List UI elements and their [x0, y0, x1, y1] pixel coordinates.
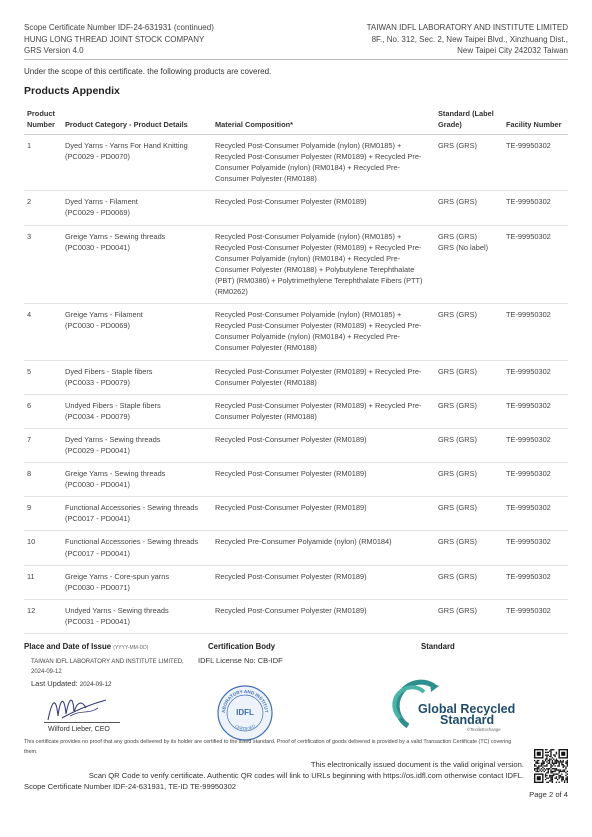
seal-top-text: ABORATORY AND INSTITUT: [220, 688, 270, 714]
col-facility: Facility Number: [503, 106, 568, 135]
grs-logo-line2: Standard: [440, 713, 495, 727]
cell-product-category: [62, 191, 212, 225]
cell-product-category: [62, 531, 212, 565]
product-category-text: Dyed Yarns - Yarns For Hand Knitting: [65, 141, 188, 150]
product-category-text: Functional Accessories - Sewing threads: [65, 503, 199, 513]
cell-standard: GRS (GRS): [435, 191, 503, 225]
header-company: HUNG LONG THREAD JOINT STOCK COMPANY: [24, 34, 205, 44]
cell-product-number: 11: [24, 565, 62, 599]
cell-standard: GRS (GRS): [435, 531, 503, 565]
cell-standard: GRS (GRS): [435, 304, 503, 360]
cell-facility: TE-99950302: [503, 394, 568, 428]
product-code: (PC0017 - PD0041): [65, 548, 130, 558]
qr-code-icon[interactable]: [534, 749, 568, 783]
grs-logo-line1: Global Recycled: [418, 702, 516, 716]
product-code: (PC0033 - PD0079): [65, 377, 130, 387]
cell-material: Recycled Post-Consumer Polyester (RM0189): [212, 428, 435, 462]
cell-facility: TE-99950302: [503, 428, 568, 462]
seal-bottom-text: CERTIFIED: [234, 723, 256, 732]
cell-product-number: 7: [24, 428, 62, 462]
place-date-label: [24, 642, 148, 651]
table-row: [24, 497, 568, 531]
cell-product-category: [62, 360, 212, 394]
header-version: GRS Version 4.0: [24, 46, 84, 55]
license-number: IDFL License No: CB-IDF: [198, 656, 283, 665]
section-title: Products Appendix: [24, 85, 120, 97]
cell-standard: GRS (GRS): [435, 135, 503, 191]
certificate-id: Scope Certificate Number IDF-24-631931, TE-ID TE-99950302: [24, 782, 237, 791]
product-code: (PC0029 - PD0070): [65, 152, 130, 162]
products-table: [24, 106, 568, 634]
product-category-text: Dyed Fibers - Staple fibers: [65, 366, 153, 376]
cell-product-number: 1: [24, 135, 62, 191]
cell-material: Recycled Pre-Consumer Polyamide (nylon) (RM0184): [212, 531, 435, 565]
cell-facility: TE-99950302: [503, 497, 568, 531]
cell-product-category: [62, 394, 212, 428]
cell-material: Recycled Post-Consumer Polyester (RM0189): [212, 565, 435, 599]
header-divider: [24, 59, 568, 60]
verification-text: [89, 759, 524, 781]
cell-material: Recycled Post-Consumer Polyester (RM0189): [212, 191, 435, 225]
product-category-text: Greige Yarns - Sewing threads: [65, 231, 166, 241]
product-code: (PC0034 - PD0079): [65, 411, 130, 421]
cell-facility: TE-99950302: [503, 225, 568, 304]
table-row: [24, 394, 568, 428]
cell-facility: TE-99950302: [503, 463, 568, 497]
product-category-text: Greige Yarns - Core-spun yarns: [65, 571, 170, 581]
cell-product-number: 12: [24, 599, 62, 633]
cell-product-number: 6: [24, 394, 62, 428]
product-category-text: Greige Yarns - Sewing threads: [65, 469, 166, 479]
cell-facility: TE-99950302: [503, 135, 568, 191]
disclaimer: This certificate provides no proof that any goods delivered by its holder are certified to the listed standard. Proof of certification of goods delivered is provided by a valid Transaction Certificate (TC) covering them.: [24, 739, 512, 755]
product-category-text: Greige Yarns - Filament: [65, 310, 143, 320]
header-cert-number: Scope Certificate Number IDF-24-631931 (continued): [24, 23, 214, 32]
intro-text: Under the scope of this certificate. the following products are covered.: [24, 67, 272, 76]
idfl-seal-icon: [216, 684, 274, 742]
cell-product-number: 9: [24, 497, 62, 531]
product-code: (PC0031 - PD0041): [65, 616, 130, 626]
col-material: Material Composition*: [212, 106, 435, 135]
product-category-text: Functional Accessories - Sewing threads: [65, 537, 199, 547]
col-product-number: Product Number: [24, 106, 62, 135]
cell-facility: TE-99950302: [503, 304, 568, 360]
cell-material: Recycled Post-Consumer Polyamide (nylon) (RM0185) + Recycled Post-Consumer Polyester (RM0189) + Recycled Pre-Consumer Polyamide (nylon) (RM0184) + Recycled Pre-Consumer Polyester (RM0188): [212, 135, 435, 191]
cell-standard: GRS (GRS): [435, 428, 503, 462]
issuer-text: TAIWAN IDFL LABORATORY AND INSTITUTE LIMITED, 2024-09-12: [31, 659, 184, 675]
page-number: Page 2 of 4: [529, 790, 568, 799]
cell-facility: TE-99950302: [503, 531, 568, 565]
cell-product-number: 8: [24, 463, 62, 497]
table-row: [24, 225, 568, 304]
cell-material: Recycled Post-Consumer Polyester (RM0189): [212, 599, 435, 633]
product-code: (PC0030 - PD0071): [65, 582, 130, 592]
cell-facility: TE-99950302: [503, 191, 568, 225]
col-standard: Standard (Label Grade): [435, 106, 503, 135]
header-address-2: New Taipei City 242032 Taiwan: [457, 46, 568, 55]
document-header: [24, 22, 568, 56]
last-updated: [31, 679, 111, 688]
table-row: [24, 304, 568, 360]
product-category-text: Undyed Fibers - Staple fibers: [65, 400, 161, 410]
signer-name: Wilford Lieber, CEO: [48, 726, 110, 733]
verify-line-2: Scan QR Code to verify certificate. Authentic QR codes will link to URLs beginning with https://os.idfl.com otherwise contact IDFL.: [88, 771, 524, 780]
cell-product-number: 3: [24, 225, 62, 304]
table-row: [24, 531, 568, 565]
table-body: [24, 135, 568, 634]
grs-logo-icon: [384, 676, 524, 736]
signature-icon: [40, 690, 120, 724]
cell-product-category: [62, 225, 212, 304]
table-row: [24, 599, 568, 633]
cell-product-category: [62, 497, 212, 531]
header-address-1: 8F., No. 312, Sec. 2, New Taipei Blvd., Xinzhuang Dist.,: [371, 34, 568, 44]
table-row: [24, 428, 568, 462]
product-code: (PC0030 - PD0041): [65, 480, 130, 490]
product-category-text: Undyed Yarns - Sewing threads: [65, 605, 169, 615]
cell-product-category: [62, 599, 212, 633]
table-header-row: [24, 106, 568, 135]
footer-labels: [24, 642, 568, 654]
table-row: [24, 360, 568, 394]
cert-body-label: Certification Body: [208, 642, 276, 651]
cell-standard: GRS (GRS): [435, 394, 503, 428]
product-code: (PC0030 - PD0069): [65, 321, 130, 331]
last-updated-label: Last Updated:: [31, 679, 78, 688]
cell-product-category: [62, 565, 212, 599]
product-category-text: Dyed Yarns - Filament: [65, 197, 138, 207]
product-code: (PC0029 - PD0041): [65, 445, 130, 455]
header-right: [367, 22, 568, 57]
product-code: (PC0029 - PD0069): [65, 208, 130, 218]
cell-standard: GRS (GRS): [435, 463, 503, 497]
cell-standard: GRS (GRS) GRS (No label): [435, 225, 503, 304]
cell-product-category: [62, 135, 212, 191]
col-product-category: Product Category - Product Details: [62, 106, 212, 135]
product-category-text: Dyed Yarns - Sewing threads: [65, 434, 161, 444]
cell-product-category: [62, 428, 212, 462]
cell-standard: GRS (GRS): [435, 360, 503, 394]
date-format-hint: (YYYY-MM-DD): [113, 645, 149, 651]
cell-material: Recycled Post-Consumer Polyester (RM0189) + Recycled Pre-Consumer Polyester (RM0188): [212, 360, 435, 394]
cell-facility: TE-99950302: [503, 565, 568, 599]
header-body-name: TAIWAN IDFL LABORATORY AND INSTITUTE LIMITED: [366, 23, 568, 32]
cell-product-number: 10: [24, 531, 62, 565]
cell-product-category: [62, 463, 212, 497]
cell-material: Recycled Post-Consumer Polyester (RM0189) + Recycled Pre-Consumer Polyester (RM0188): [212, 394, 435, 428]
grs-logo-sub: ©TextileExchange: [467, 727, 501, 732]
verify-line-1: This electronically issued document is the valid original version.: [310, 760, 524, 769]
cell-material: Recycled Post-Consumer Polyester (RM0189): [212, 463, 435, 497]
cell-product-number: 4: [24, 304, 62, 360]
cell-material: Recycled Post-Consumer Polyamide (nylon) (RM0185) + Recycled Post-Consumer Polyester (RM0189) + Recycled Pre-Consumer Polyamide (nylon) (RM0184) + Recycled Pre-Consumer Polyester (RM0188) + Polybutylene Terephthalate (PBT) (RM0386) + Polytrimethylene Terephthalate Fibers (PTT) (RM0262): [212, 225, 435, 304]
cell-product-category: [62, 304, 212, 360]
product-code: (PC0030 - PD0041): [65, 242, 130, 252]
signature-line: [44, 722, 120, 723]
table-row: [24, 135, 568, 191]
cell-standard: GRS (GRS): [435, 599, 503, 633]
standard-label: Standard: [421, 642, 455, 651]
cell-product-number: 2: [24, 191, 62, 225]
cell-material: Recycled Post-Consumer Polyester (RM0189): [212, 497, 435, 531]
header-left: [24, 22, 214, 57]
table-row: [24, 191, 568, 225]
cell-product-number: 5: [24, 360, 62, 394]
cell-standard: GRS (GRS): [435, 497, 503, 531]
table-row: [24, 565, 568, 599]
seal-center-text: IDFL: [236, 708, 254, 717]
cell-facility: TE-99950302: [503, 360, 568, 394]
last-updated-date: 2024-09-12: [79, 681, 112, 688]
table-row: [24, 463, 568, 497]
cell-material: Recycled Post-Consumer Polyamide (nylon) (RM0185) + Recycled Post-Consumer Polyester (RM0189) + Recycled Pre-Consumer Polyamide (nylon) (RM0184) + Recycled Pre-Consumer Polyester (RM0188): [212, 304, 435, 360]
cell-standard: GRS (GRS): [435, 565, 503, 599]
place-date-label-text: Place and Date of Issue: [24, 642, 112, 651]
cell-facility: TE-99950302: [503, 599, 568, 633]
product-code: (PC0017 - PD0041): [65, 514, 130, 524]
